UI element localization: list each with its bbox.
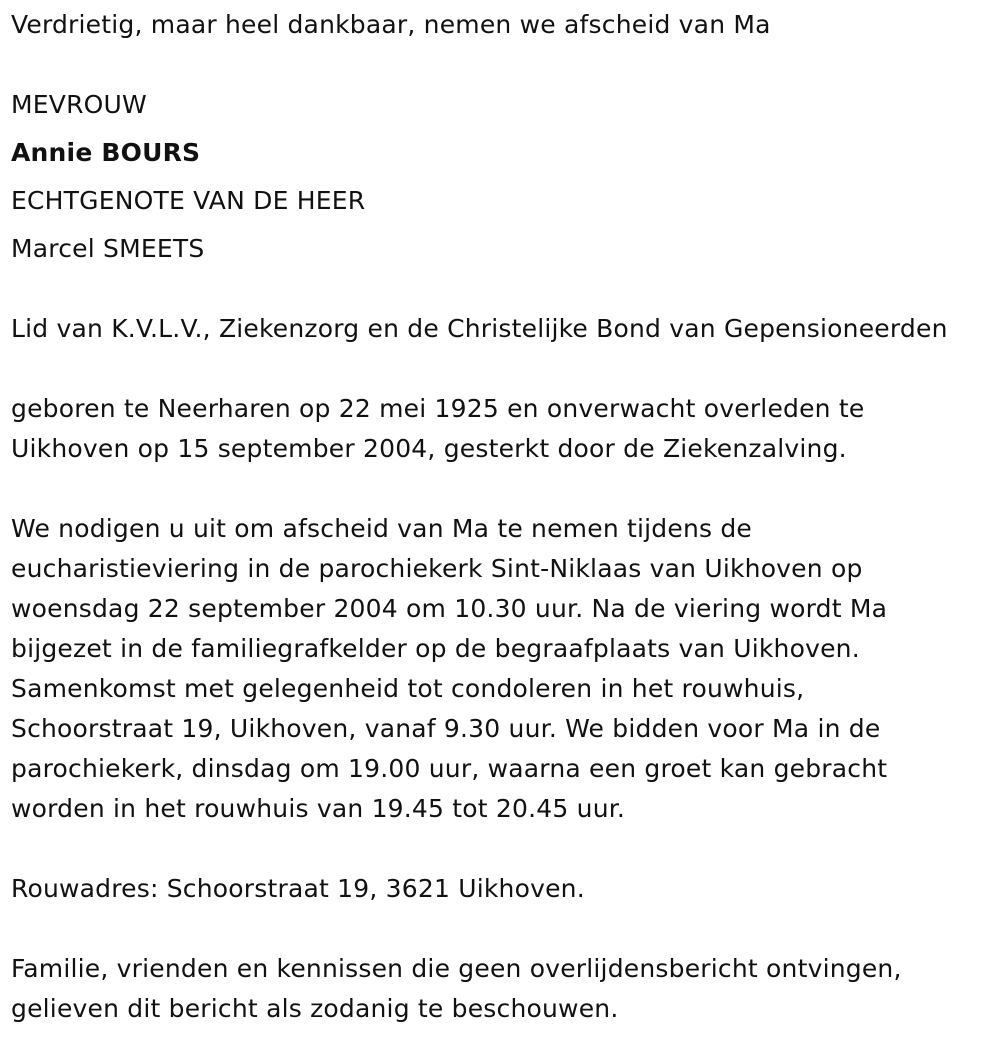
mourning-address: Rouwadres: Schoorstraat 19, 3621 Uikhoven.: [11, 874, 585, 903]
spouse-prefix: ECHTGENOTE VAN DE HEER: [11, 186, 366, 215]
ceremony-line: parochiekerk, dinsdag om 19.00 uur, waarna een groet kan gebracht: [11, 754, 888, 783]
ceremony-line: bijgezet in de familiegrafkelder op de begraafplaats van Uikhoven.: [11, 634, 860, 663]
closing-line: Familie, vrienden en kennissen die geen overlijdensbericht ontvingen,: [11, 954, 902, 983]
title-prefix: MEVROUW: [11, 90, 147, 119]
ceremony-line: eucharistieviering in de parochiekerk Sint-Niklaas van Uikhoven op: [11, 554, 863, 583]
ceremony-line: Samenkomst met gelegenheid tot condoleren in het rouwhuis,: [11, 674, 805, 703]
deceased-name: Annie BOURS: [11, 138, 201, 167]
closing-line: gelieven dit bericht als zodanig te beschouwen.: [11, 994, 619, 1023]
birth-death-line: geboren te Neerharen op 22 mei 1925 en onverwacht overleden te: [11, 394, 865, 423]
intro-text: Verdrietig, maar heel dankbaar, nemen we afscheid van Ma: [11, 10, 771, 39]
spouse-name: Marcel SMEETS: [11, 234, 205, 263]
birth-death-line: Uikhoven op 15 september 2004, gesterkt door de Ziekenzalving.: [11, 434, 847, 463]
ceremony-line: woensdag 22 september 2004 om 10.30 uur. Na de viering wordt Ma: [11, 594, 888, 623]
ceremony-line: We nodigen u uit om afscheid van Ma te nemen tijdens de: [11, 514, 753, 543]
ceremony-line: worden in het rouwhuis van 19.45 tot 20.45 uur.: [11, 794, 626, 823]
membership-text: Lid van K.V.L.V., Ziekenzorg en de Christelijke Bond van Gepensioneerden: [11, 314, 948, 343]
ceremony-line: Schoorstraat 19, Uikhoven, vanaf 9.30 uur. We bidden voor Ma in de: [11, 714, 881, 743]
